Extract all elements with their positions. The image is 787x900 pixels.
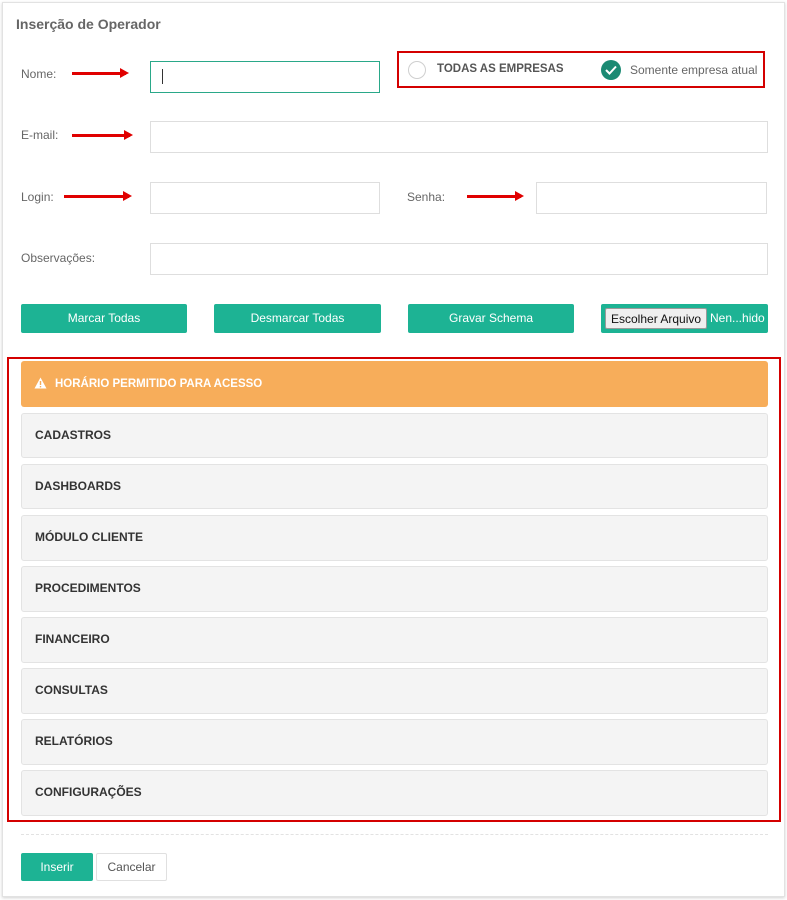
cancel-button[interactable]: Cancelar (96, 853, 167, 881)
file-name-text: Nen...hido (710, 311, 765, 325)
section-title: CONFIGURAÇÕES (35, 785, 142, 799)
section-relatorios[interactable] (21, 719, 768, 765)
check-all-button[interactable]: Marcar Todas (21, 304, 187, 333)
section-title: FINANCEIRO (35, 632, 110, 646)
current-company-radio[interactable] (601, 60, 621, 80)
choose-file-button[interactable]: Escolher Arquivo (605, 308, 707, 329)
section-title: PROCEDIMENTOS (35, 581, 141, 595)
section-financeiro[interactable] (21, 617, 768, 663)
section-title: CONSULTAS (35, 683, 108, 697)
insert-button[interactable]: Inserir (21, 853, 93, 881)
password-input[interactable] (536, 182, 767, 214)
warning-icon (34, 377, 47, 389)
access-hours-title: HORÁRIO PERMITIDO PARA ACESSO (55, 378, 263, 390)
section-title: CADASTROS (35, 428, 112, 442)
login-label: Login: (21, 190, 54, 204)
section-consultas[interactable] (21, 668, 768, 714)
annotation-arrow (72, 134, 130, 137)
password-label: Senha: (407, 190, 446, 204)
section-configuracoes[interactable] (21, 770, 768, 816)
name-input[interactable] (150, 61, 380, 93)
section-dashboards[interactable] (21, 464, 768, 509)
section-title: MÓDULO CLIENTE (35, 530, 143, 544)
page-title: Inserção de Operador (16, 16, 161, 32)
section-cadastros[interactable] (21, 413, 768, 458)
notes-label: Observações: (21, 251, 96, 265)
access-hours-panel[interactable] (21, 361, 768, 407)
save-schema-button[interactable]: Gravar Schema (408, 304, 574, 333)
check-icon (605, 65, 617, 75)
current-company-label[interactable]: Somente empresa atual (630, 63, 758, 77)
section-modulo-cliente[interactable] (21, 515, 768, 561)
email-input[interactable] (150, 121, 768, 153)
footer-divider (21, 834, 768, 835)
section-title: DASHBOARDS (35, 479, 122, 493)
login-input[interactable] (150, 182, 380, 214)
uncheck-all-button[interactable]: Desmarcar Todas (214, 304, 381, 333)
file-upload (601, 304, 768, 333)
email-label: E-mail: (21, 128, 59, 142)
name-label: Nome: (21, 67, 57, 81)
section-procedimentos[interactable] (21, 566, 768, 612)
section-title: RELATÓRIOS (35, 734, 113, 748)
all-companies-radio[interactable] (408, 61, 426, 79)
text-caret (162, 69, 163, 84)
annotation-arrow (467, 195, 521, 198)
notes-input[interactable] (150, 243, 768, 275)
all-companies-label[interactable]: TODAS AS EMPRESAS (437, 63, 564, 75)
annotation-arrow (64, 195, 129, 198)
annotation-arrow (72, 72, 126, 75)
